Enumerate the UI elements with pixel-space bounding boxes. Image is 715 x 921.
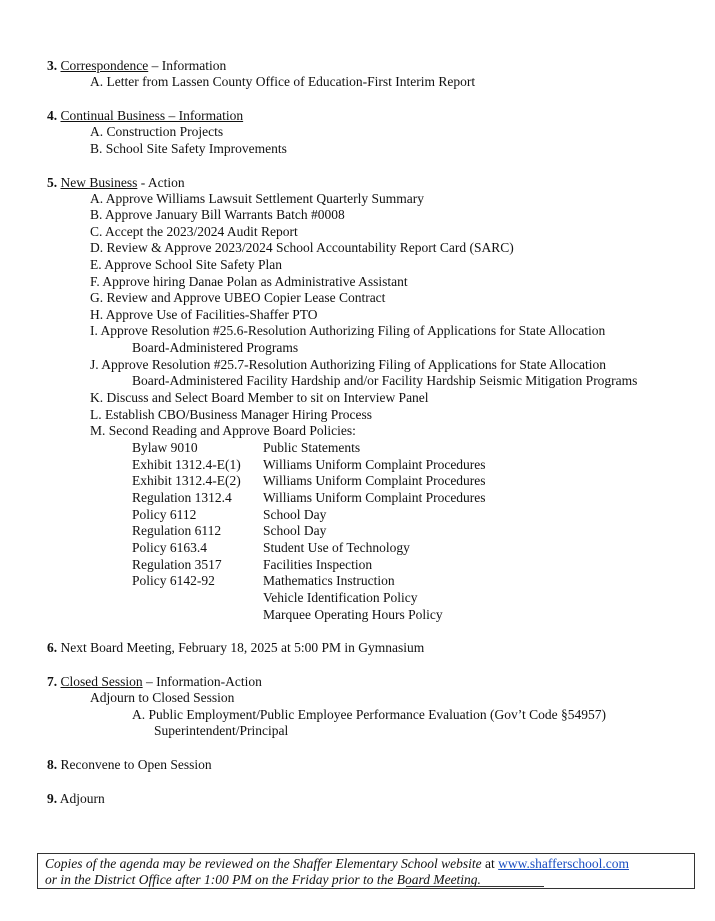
policy-code: Exhibit 1312.4-E(1) [132,457,241,472]
policy-name: Public Statements [263,440,361,455]
item-number: 6. [47,640,58,655]
footer-text: Copies of the agenda may be reviewed on the Shaffer Elementary School website [45,856,482,871]
policy-code: Policy 6163.4 [132,540,208,555]
item-number: 3. [47,58,58,73]
item-title: Continual Business – Information [60,108,244,123]
policy-name: Williams Uniform Complaint Procedures [263,473,486,488]
policy-name: Marquee Operating Hours Policy [263,607,443,622]
item-number: 4. [47,108,58,123]
item-suffix: – Information [148,58,227,73]
policy-code: Bylaw 9010 [132,440,198,455]
agenda-subitem: E. Approve School Site Safety Plan [90,257,282,272]
item-text: Adjourn [59,791,105,806]
item-text: Reconvene to Open Session [60,757,212,772]
agenda-subitem: D. Review & Approve 2023/2024 School Accountability Report Card (SARC) [90,240,514,255]
policy-code: Regulation 1312.4 [132,490,232,505]
agenda-subitem: A. Approve Williams Lawsuit Settlement Quarterly Summary [90,191,425,206]
agenda-subitem: H. Approve Use of Facilities-Shaffer PTO [90,307,318,322]
item-title: Correspondence [60,58,149,73]
policy-code: Regulation 6112 [132,523,222,538]
policy-code: Exhibit 1312.4-E(2) [132,473,241,488]
item-6-heading [47,640,424,656]
school-website-link[interactable]: www.shafferschool.com [498,856,629,871]
item-9-heading [47,791,105,807]
footer-notice-box [37,853,695,889]
item-4-heading [47,108,243,124]
policy-name: School Day [263,523,327,538]
agenda-subitem-continuation: Board-Administered Facility Hardship and/or Facility Hardship Seismic Mitigation Programs [132,373,638,388]
item-text: Next Board Meeting, February 18, 2025 at 5:00 PM in Gymnasium [60,640,425,655]
agenda-subitem: J. Approve Resolution #25.7-Resolution Authorizing Filing of Applications for State Allocation [90,357,606,372]
item-suffix: – Information-Action [142,674,262,689]
policy-code: Regulation 3517 [132,557,222,572]
agenda-subitem: Adjourn to Closed Session [90,690,235,705]
item-suffix: - Action [137,175,185,190]
agenda-subitem: A. Letter from Lassen County Office of Education-First Interim Report [90,74,476,89]
signature-line [406,886,544,887]
policy-name: Facilities Inspection [263,557,373,572]
agenda-subitem: M. Second Reading and Approve Board Policies: [90,423,356,438]
policy-name: Vehicle Identification Policy [263,590,418,605]
item-3-heading [47,58,226,74]
item-8-heading [47,757,212,773]
agenda-subitem: L. Establish CBO/Business Manager Hiring Process [90,407,372,422]
policy-name: Williams Uniform Complaint Procedures [263,490,486,505]
agenda-subitem: K. Discuss and Select Board Member to sit on Interview Panel [90,390,429,405]
item-title: Closed Session [60,674,143,689]
item-number: 8. [47,757,58,772]
agenda-subitem: G. Review and Approve UBEO Copier Lease Contract [90,290,386,305]
policy-name: Mathematics Instruction [263,573,395,588]
footer-line-1 [45,856,629,872]
policy-name: School Day [263,507,327,522]
agenda-subitem: F. Approve hiring Danae Polan as Administrative Assistant [90,274,408,289]
item-number: 5. [47,175,58,190]
agenda-subsubitem-continuation: Superintendent/Principal [154,723,289,738]
agenda-subitem: C. Accept the 2023/2024 Audit Report [90,224,298,239]
agenda-subitem: B. Approve January Bill Warrants Batch #0008 [90,207,345,222]
policy-name: Student Use of Technology [263,540,410,555]
footer-at: at [481,856,499,871]
agenda-subitem: B. School Site Safety Improvements [90,141,287,156]
agenda-subitem-continuation: Board-Administered Programs [132,340,299,355]
policy-code: Policy 6112 [132,507,197,522]
footer-line-2: or in the District Office after 1:00 PM on the Friday prior to the Board Meeting. [45,872,481,887]
policy-name: Williams Uniform Complaint Procedures [263,457,486,472]
item-title: New Business [60,175,138,190]
item-number: 9. [47,791,58,806]
policy-code: Policy 6142-92 [132,573,215,588]
item-7-heading [47,674,262,690]
item-5-heading [47,175,185,191]
agenda-subsubitem: A. Public Employment/Public Employee Performance Evaluation (Gov’t Code §54957) [132,707,607,722]
item-number: 7. [47,674,58,689]
agenda-subitem: I. Approve Resolution #25.6-Resolution Authorizing Filing of Applications for State Allocation [90,323,606,338]
agenda-subitem: A. Construction Projects [90,124,224,139]
